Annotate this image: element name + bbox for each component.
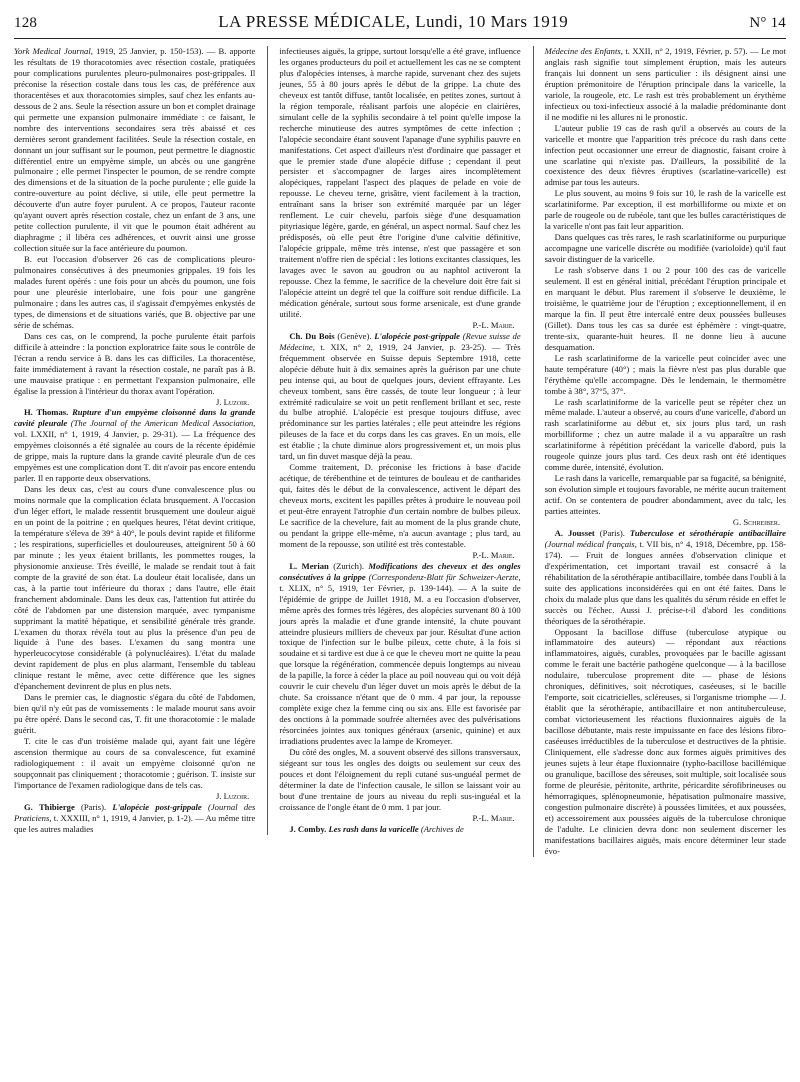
page-header bbox=[14, 12, 786, 39]
signature: J. Luzoir. bbox=[215, 790, 250, 801]
paragraph: Dans ces cas, on le comprend, la poche purulente était parfois difficile à atteindre : la ponction exploratrice faite sous le contrôle de l'écran a rendu service à B. dans les cas difficiles. La thoracentèse, faite immédiatement à ravant la résection costale, ne paraît pas à B. une mauvaise pratique : en permettant l'expansion pulmonaire, elle égalise la pression à l'intérieur du thorax avant l'opération. J. Luzoir. bbox=[14, 330, 256, 407]
column-3 bbox=[533, 46, 786, 857]
article-title: L'alopécie post-grippale bbox=[374, 330, 460, 341]
paragraph: Opposant la bacillose diffuse (tuberculose atypique ou inflammatoire des auteurs) — répondant aux réactions inflammatoires, aiguës, curables, provoquées par le bacille agissant comme le ferait une bactérie pathogène quelconque — à la bacillose nodulaire, tuberculose proprement dite — phase de lésions chroniques, définitives, soit nécrotiques, caséeuses, si le bacille l'emporte, soit cicatricielles, scléreuses, si l'organisme triomphe — J. établit que la sérothérapie, antibacillaire et non antituberculeuse, combat victorieusement les réactions fluxionnaires aiguës de la bacillose débutante, mais reste impuissante en face des lésions fibro-caséeuses irréductibles de la tuberculose et destructives de la phtisie. Cliniquement, elle s'adresse donc aux formes aiguës primitives des jeunes sujets à leur étape fluxionnaire (typho-bacillose bacillémique ou granulique, bacillose des séreuses, soit multiple, soit localisée sous forme de pleurésie, péritonite, arthrite, péricardite sérofibrineuses ou hémorragiques, splénopneumonie, hépatisation pulmonaire massive, congestion pulmonaire discrète) à poussées limitées, et aux poussées, et) accessoirement aux poussées aiguës de la tuberculose chronique de l'adulte. Le clinicien devra donc non seulement discerner les manifestations bacillaires aiguës, mais encore déterminer leur stade évo- bbox=[544, 626, 786, 856]
signature: J. Luzoir. bbox=[215, 396, 250, 407]
paragraph: York Medical Journal, 1919, 25 Janvier, p. 150-153). — B. apporte les résultats de 19 thoracotomies avec résection costale, pratiquées pour complications purulentes pleuro-pulmonaires post-grippales. Il préconise la résection costale dans tous les cas, de préférence aux thoracentèses et aux thoracotomies simples, sauf chez les enfants au-dessous de 2 ans. Seule la résection assure un bon et complet drainage qui permette une expansion pulmonaire immédiate : ce faisant, le nombre des interventions secondaires sera très abaissé et ces dernières seront grandement facilitées. Seule la résection costale, en donnant un jour suffisant sur le poumon, peut permettre le diagnostic différentiel entre un empyème simple, un abcès ou une gangrène pulmonaire ; elle permet l'inspecter le poumon, de se rendre compte des dimensions et de la situation de la poche purulente ; elle guide la contre-ouverture au point déclive, si utile, elle peut permettre la découverte d'un autre foyer purulent. A ce propos, l'auteur raconte qu'ayant ouvert après résection costale, chez un enfant de 3 ans, une petite collection purulente, il vit que le poumon était adhérent au diaphragme ; il libéra ces adhérences, et ouvrit ainsi une grosse collection située sur la face antérieure du poumon. bbox=[14, 46, 256, 254]
issue-number: N° 14 bbox=[749, 15, 786, 31]
paragraph: Le rash scarlatiniforme de la varicelle peut se répéter chez un même malade. L'auteur a observé, au cours d'une varicelle, d'abord un rash scarlatiniforme au début et, six jours plus tard, un rash morbilliforme ; chez un autre malade il a vu apparaître un rash scarlatiniforme à répétition précédant la varicelle d'abord, puis la rougeole quinze jours plus tard. Ces deux rash ont été identiques comme durée, intensité, évolution. bbox=[544, 396, 786, 473]
column-2 bbox=[267, 46, 520, 835]
paragraph: Médecine des Enfants, t. XXII, n° 2, 1919, Février, p. 57). — Le mot anglais rash signifie tout simplement éruption, mais les auteurs français lui donnent un sens particulier : ils désignent ainsi une éruption prémonitoire de l'éruption principale dans la varicelle, la variole, la rougeole, etc. Le rash est très probablement un érythème infectieux ou toxi-infectieux associé à la maladie prédominante dont il ne modifie ni les allures ni le pronostic. bbox=[544, 46, 786, 122]
paragraph: Le rash scarlatiniforme de la varicelle peut coïncider avec une haute température (40°) ; mais la fièvre n'est pas plus durable que l'érythème qu'elle accompagne. Dès le lendemain, le thermomètre tombe à 38°, 37°5, 37°. bbox=[544, 352, 786, 396]
article-author: H. Thomas. bbox=[24, 407, 69, 418]
paragraph: Du côté des ongles, M. a souvent observé des sillons transversaux, siégeant sur tous les ongles des doigts ou seulement sur ceux des pouces et dont l'éloignement du repli cutané sus-unguéal permet de déterminer la date de l'infection causale, le sillon se laissant voir au bout d'une trentaine de jours au niveau du repli sus-inguéal et la croissance de l'ongle étant de 0 mm. 1 par jour. P.-L. Marie. bbox=[279, 747, 521, 823]
article-heading: A. Jousset (Paris). Tuberculose et sérothérapie antibacillaire (Journal médical français, t. VII bis, n° 4, 1918, Décembre, pp. 158-174). — Fruit de longues années d'observation clinique et d'expérimentation, cet important travail est consacré à la réhabilitation de la sérothérapie antibacillaire, tombée dans l'oubli à la suite des applications inconsidérées qui en ont été faites. Dans le choix du malade plus que dans les qualités du sérum réside en effet le succès ou l'échec. Aussi J. précise-t-il d'abord les conditions théoriques de la sérothérapie. bbox=[544, 527, 786, 626]
paragraph: Le plus souvent, au moins 9 fois sur 10, le rash de la varicelle est scarlatiniforme. Par exception, il est morbilliforme ou mixte et on parle de rougeole ou de rubéole, tant que les bulles caractéristiques de la varicelle n'ont pas fait leur apparition. bbox=[544, 188, 786, 232]
paragraph: Le rash s'observe dans 1 ou 2 pour 100 des cas de varicelle seulement. Il est en général initial, précédant l'éruption principale et en marquant le début. Plus rarement il s'observe le deuxième, le troisième, le quatrième jour de l'éruption ; exceptionnellement, il en marque la fin. Il peut être intercalé entre deux poussées bulleuses (Gillet). Dans tous les cas sa durée est éphémère : vingt-quatre, trente-six, quarante-huit heures. Il ne donne lieu à aucune desquamation. bbox=[544, 265, 786, 352]
article-heading: H. Thomas. Rupture d'un empyème cloisonné dans la grande cavité pleurale (The Journal of the American Medical Association, vol. LXXII, n° 1, 1919, 4 Janvier, p. 29-31). — La fréquence des empyèmes cloisonnés a été signalée au cours de la récente épidémie de grippe, mais la rupture dans la grande cavité pleurale d'un de ces empyèmes est une complication dont T. dit n'avoir pas encore entendu parler. Il en rapporte deux observations. bbox=[14, 407, 256, 484]
article-author: J. Comby. bbox=[289, 823, 327, 834]
article-title: Tuberculose et sérothérapie antibacillaire bbox=[629, 527, 786, 538]
signature: G. Schreiber. bbox=[732, 516, 780, 527]
paragraph: Dans les deux cas, c'est au cours d'une convalescence plus ou moins normale que la complication éclata brusquement. A l'occasion d'un léger effort, le malade ressentit brusquement une douleur aiguë en un point de la poitrine ; en quelques heures, l'état devint critique, la température s'éleva de 39° à 40°, le pouls devint rapide et filiforme ; les respirations, superficielles et douloureuses, atteignirent 50 à 60 par minute ; les yeux étaient brillants, les pommettes rouges, la physionomie anxieuse. Très éveillé, le malade se rendait tout à fait compte de la gravité de son état. La douleur était localisée, dans un cas, à la partie tout inférieure du thorax ; dans l'autre, elle était franchement abdominale. Dans les deux cas, l'attention fut attirée du côté de l'abdomen par une distension marquée, avec tympanisme supprimant la matité hépatique, et sensibilité générale très grande. L'examen du thorax révéla tout au plus la présence d'un peu de liquide à l'une des bases. L'examen du sang montra une hyperleucocytose considérable (à polynucléaires). L'état du malade devint rapidement de plus en plus alarmant, l'ensemble du tableau clinique restant le même, avec cette différence que les signes d'épanchement devinrent de plus en plus nets. bbox=[14, 484, 256, 692]
paragraph: Le rash dans la varicelle, remarquable par sa fugacité, sa bénignité, son évolution simple et toujours favorable, ne mérite aucun traitement actif. On se contentera de poudrer abondamment, avec du talc, les parties atteintes. G. Schreiber. bbox=[544, 473, 786, 527]
signature: P.-L. Marie. bbox=[472, 319, 515, 330]
article-author: L. Merian bbox=[289, 560, 329, 571]
article-title: Rupture d'un empyème cloisonné dans la grande cavité pleurale bbox=[14, 407, 256, 429]
article-title: Modifications des cheveux et des ongles consécutives à la grippe bbox=[279, 560, 521, 582]
column-1 bbox=[14, 46, 255, 835]
paragraph: L'auteur publie 19 cas de rash qu'il a observés au cours de la varicelle et montre que l'apparition très précoce du rash dans cette infection peut occasionner une erreur de diagnostic, faisant croire à une scarlatine qui n'existe pas. D'ailleurs, la possibilité de la coexistence des deux fièvres éruptives (scarlatine-varicelle) est admise par tous les auteurs. bbox=[544, 122, 786, 188]
article-heading: G. Thibierge (Paris). L'alopécie post-grippale (Journal des Praticiens, t. XXXIII, n° 1, 1919, 4 Janvier, p. 1-2). — Au même titre que les autres maladies bbox=[14, 801, 256, 834]
paragraph: B. eut l'occasion d'observer 26 cas de complications pleuro-pulmonaires consécutives à des pneumonies grippales. 19 fois les malades furent opérés : une fois pour un abcès du poumon, une fois pour une pleurésie interlobaire, une fois pour une gangrène pulmonaire ; dans les autres cas, il s'agissait d'empyèmes enkystés de types, de dimensions et de situations variés, que B. objective par une série de schémas. bbox=[14, 254, 256, 330]
article-title: Les rash dans la varicelle bbox=[328, 823, 419, 834]
article-title: L'alopécie post-grippale bbox=[112, 801, 202, 812]
article-author: Ch. Du Bois bbox=[289, 330, 335, 341]
paragraph: Dans quelques cas très rares, le rash scarlatiniforme ou purpurique accompagne une varicelle discrète ou modifiée (varioloïde) qu'il faut savoir distinguer de la varicelle. bbox=[544, 232, 786, 265]
article-heading: Ch. Du Bois (Genève). L'alopécie post-grippale (Revue suisse de Médecine, t. XIX, n° 2, 1919, 24 Janvier, p. 23-25). — Très fréquemment observée en Suisse depuis Septembre 1918, cette alopécie débute huit à dix semaines après la guérison par une chute peu intense qui, au bout de quelques jours, devient effrayante. Les cheveux tombent, sans être cassés, de toute leur longueur ; à leur extrémité radiculaire se voit un petit renflement brillant et sec, reste du bulbe atrophié. L'alopécie est presque toujours diffuse, avec prédominance sur les parties latérales ; elle peut atteindre les régions pileuses de la face et du corps dans les cas graves. En un mois, elle est établie ; la chute diminue alors progressivement et, un mois plus tard, un fin duvet masque déjà la peau. bbox=[279, 330, 521, 462]
signature: P.-L. Marie. bbox=[472, 812, 515, 823]
paragraph: T. cite le cas d'un troisième malade qui, ayant fait une légère ascension thermique au cours de sa convalescence, fut examiné radiologiquement : il avait un empyème cloisonné qu'on ne soupçonnait pas cliniquement ; thoracotomie ; guérison. T. insiste sur l'importance de l'examen radiologique dans de tels cas. J. Luzoir. bbox=[14, 736, 256, 801]
article-heading: L. Merian (Zurich). Modifications des cheveux et des ongles consécutives à la grippe (Correspondenz-Blatt für Schweizer-Aerzte, t. XLIX, n° 5, 1919, 1er Février, p. 139-144). — A la suite de l'épidémie de grippe de Juillet 1918, M. a eu l'occasion d'observer, même après des formes très légères, des alopécies survenant 80 à 100 jours après la maladie et d'une grande intensité, la chute pouvant atteindre plusieurs milliers de cheveux par jour. Résultat d'une action toxique de l'infection sur le bulbe pileux, cette chute, à la fois si soudaine et si tardive est due à ce que le cheveu mort ne quitte la peau que lorsque la régénération, commencée depuis longtemps au niveau de la papille, la force à céder la place au poil nouveau qui ou voit déjà couvrir le cuir chevelu d'un léger duvet un mois après le début de la chute. Sa croissance n'étant que de 0 mm. 4 par jour, la repousse complète exige chez la femme cinq ou six ans. Elle est favorisée par des onctions à la pommade soufrée alternées avec des pulvérisations résorcinées jointes aux toniques généraux (arsenic, quinine) et aux irradiations prudentes avec la lampe de Kromeyer. bbox=[279, 560, 521, 747]
paragraph: Dans le premier cas, le diagnostic s'égara du côté de l'abdomen, bien qu'il n'y eût pas de vomissements : le malade mourut sans avoir pu être opéré. Dans le second cas, T. fit une thoracotomie : le malade guérit. bbox=[14, 692, 256, 736]
page-number: 128 bbox=[14, 15, 38, 31]
article-heading: J. Comby. Les rash dans la varicelle (Archives de bbox=[289, 823, 464, 834]
signature: P.-L. Marie. bbox=[472, 549, 515, 560]
paragraph: infectieuses aiguës, la grippe, surtout lorsqu'elle a été grave, influence les organes producteurs du poil et actuellement les cas ne se comptent plus d'alopécies intenses, à marche rapide, survenant chez des sujets jeunes, 55 à 80 jours après le début de la grippe. La chute des cheveux est tantôt diffuse, tantôt localisée, en petites zones, surtout à la région temporale, réalisant parfois une alopécie en clairières, simulant celle de la syphilis secondaire à tel point qu'elle impose la recherche minutieuse des autres symptômes de cette infection ; l'alopécie secondaire étant souvent l'apanage d'une syphilis pauvre en manifestations. Cet aspect d'ailleurs n'est d'ordinaire que passager et que le premier stade d'une alopécie diffuse ; cependant il peut persister et s'accompagner de larges aires incomplètement alopéciques, rappelant l'aspect des plaques de pelade en voie de repousse. Le cheveu terne, grisâtre, vient facilement à la traction, entraînant sans la briser son extrémité marquée par un léger renflement. Le cuir chevelu, parfois siège d'une desquamation pityriasique légère, garde, en général, un aspect normal. Sauf chez les prédisposés, où elle peut être l'origine d'une calvitie définitive, l'alopécie grippale, même très intense, n'est que passagère et son traitement n'offre rien de spécial : les lotions excitantes classiques, les lavages avec le savon au goudron ou au naphtol activeront la repousse. Chez la femme, le sacrifice de la chevelure doit être fait si l'alopécie atteint un degré tel que la coiffure soit rendue difficile. La médication générale, surtout sous forme arsenicale, est d'une grande utilité. P.-L. Marie. bbox=[279, 46, 521, 330]
paragraph: Comme traitement, D. préconise les frictions à base d'acide acétique, de térébenthine et de teintures de bouleau et de cantharides qui, faites dès le début de la convalescence, activent le départ des cheveux morts, excitent les papilles prêtes à produire le nouveau poil et peut-être enrayent l'atrophie d'un certain nombre de bulbes pileux. Le sacrifice de la chevelure, fait au moment de la plus grande chute, ou pendant la grippe elle-même, n'a aucun avantage ; plus tard, au moment de la repousse, son utilité est très contestable. P.-L. Marie. bbox=[279, 462, 521, 560]
article-author: A. Jousset bbox=[554, 527, 595, 538]
article-author: G. Thibierge bbox=[24, 801, 75, 812]
publication-title: LA PRESSE MÉDICALE, Lundi, 10 Mars 1919 bbox=[218, 12, 569, 31]
article-columns bbox=[14, 46, 786, 1076]
